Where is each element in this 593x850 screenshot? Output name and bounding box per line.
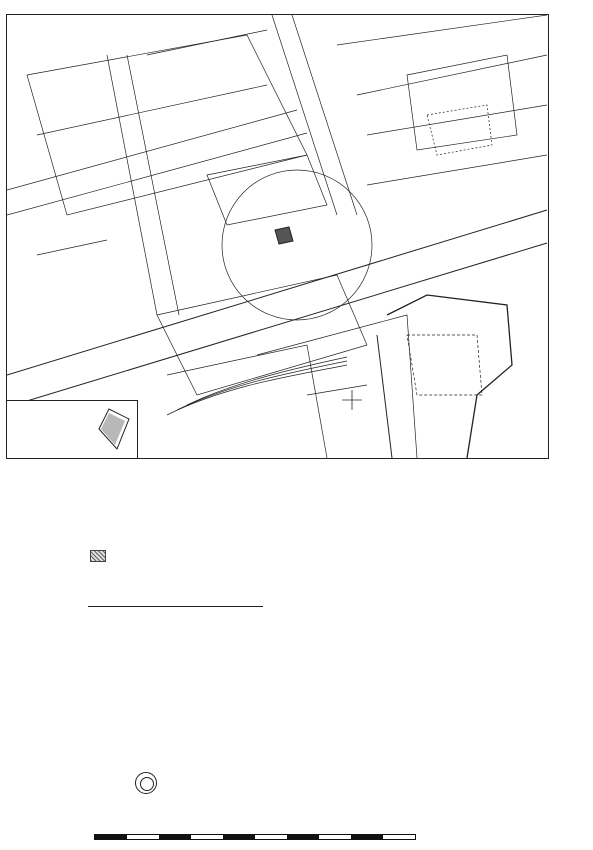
coordinates-table [88, 604, 263, 607]
scale-inset [7, 400, 138, 459]
scale-bar-graphic [94, 834, 416, 840]
agency-name [0, 772, 593, 774]
cadastral-map [6, 14, 549, 459]
area-swatch [90, 550, 106, 562]
map-right-coordinate [551, 70, 565, 110]
agency-logo-icon [135, 772, 157, 794]
parcel-shape-diagram [89, 405, 133, 453]
area-unit [200, 548, 208, 570]
table-header [88, 604, 263, 607]
cadastro-box [478, 457, 547, 461]
map-drawing [7, 15, 548, 458]
page-title [0, 497, 593, 500]
description-block [292, 537, 562, 551]
